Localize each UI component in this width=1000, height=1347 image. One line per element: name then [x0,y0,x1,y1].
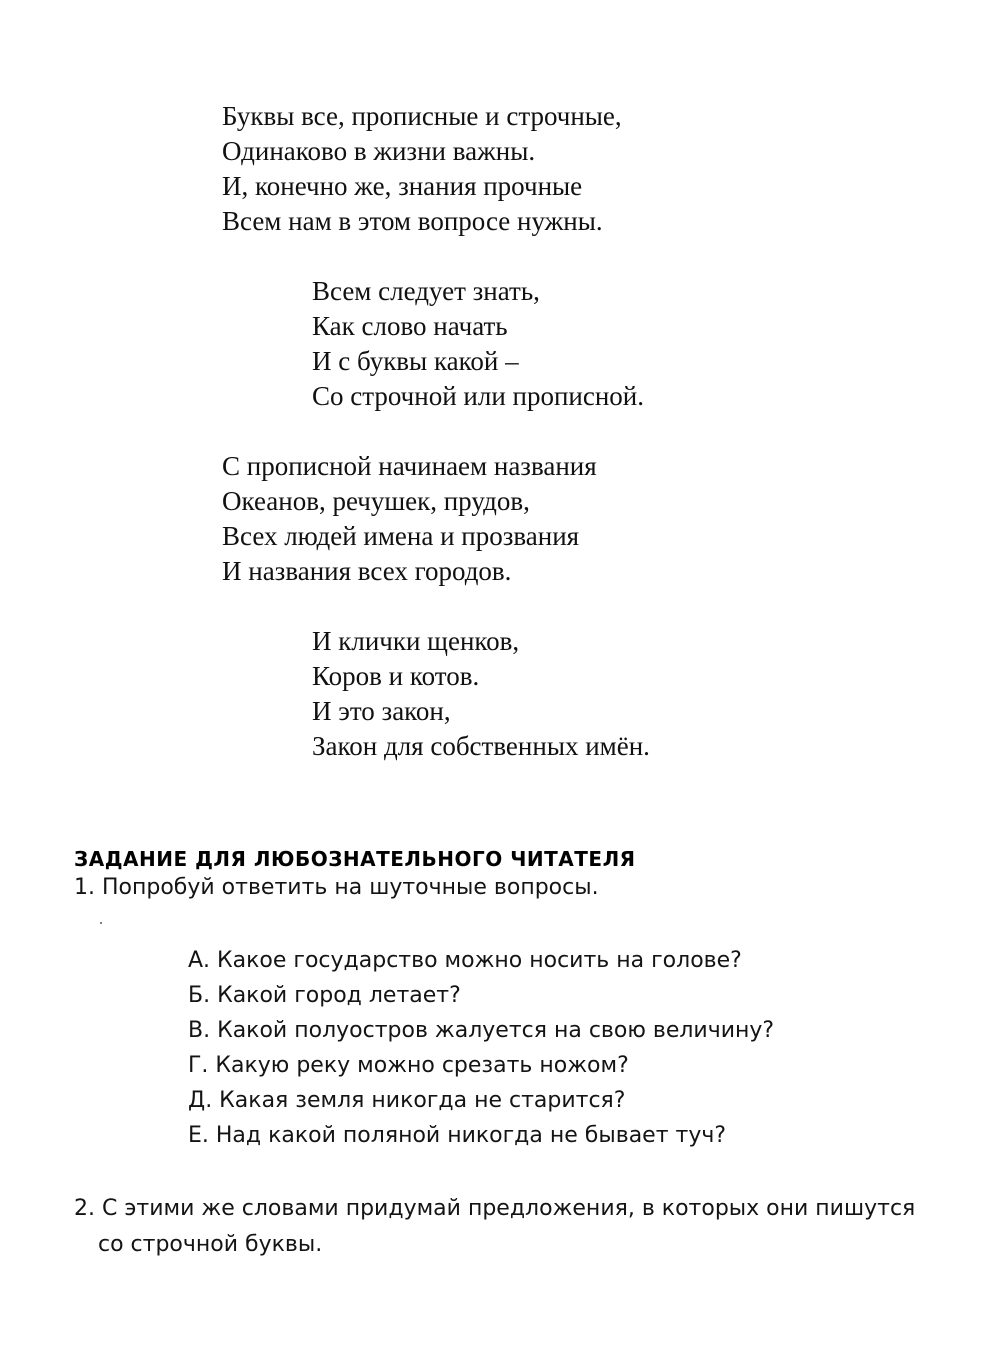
task-item-1: 1. Попробуй ответить на шуточные вопросы. [74,875,599,900]
poem-line: Со строчной или прописной. [312,381,645,411]
poem-line: И клички щенков, [312,626,520,656]
poem-line: И названия всех городов. [222,556,512,586]
poem-line: Всех людей имена и прозвания [222,521,580,551]
poem-line: Коров и котов. [312,661,480,691]
question-item: Г. Какую реку можно срезать ножом? [188,1053,629,1078]
poem-stanza-3 [222,449,597,589]
poem-line: Одинаково в жизни важны. [222,136,536,166]
poem-stanza-1 [222,99,622,239]
question-item: Е. Над какой поляной никогда не бывает туч? [188,1123,727,1148]
scan-speck [100,922,102,924]
task-item-2-line-2: со строчной буквы. [98,1232,323,1257]
question-item: А. Какое государство можно носить на голове? [188,948,742,973]
poem-line: Океанов, речушек, прудов, [222,486,530,516]
question-list [188,943,774,1153]
poem-line: Закон для собственных имён. [312,731,650,761]
task-heading: ЗАДАНИЕ ДЛЯ ЛЮБОЗНАТЕЛЬНОГО ЧИТАТЕЛЯ [74,846,636,871]
poem-line: И, конечно же, знания прочные [222,171,583,201]
poem-line: С прописной начинаем названия [222,451,597,481]
poem-line: Как слово начать [312,311,508,341]
task-item-2 [74,1191,924,1263]
task-item-2-line-1: 2. С этими же словами придумай предложения, в которых они пишутся [74,1196,916,1221]
poem-line: Всем следует знать, [312,276,540,306]
poem-stanza-4 [312,624,650,764]
poem-line: И с буквы какой – [312,346,519,376]
poem-line: И это закон, [312,696,451,726]
poem-line: Буквы все, прописные и строчные, [222,101,622,131]
poem-line: Всем нам в этом вопросе нужны. [222,206,603,236]
poem-stanza-2 [312,274,644,414]
question-item: Б. Какой город летает? [188,983,461,1008]
question-item: Д. Какая земля никогда не старится? [188,1088,626,1113]
question-item: В. Какой полуостров жалуется на свою величину? [188,1018,775,1043]
